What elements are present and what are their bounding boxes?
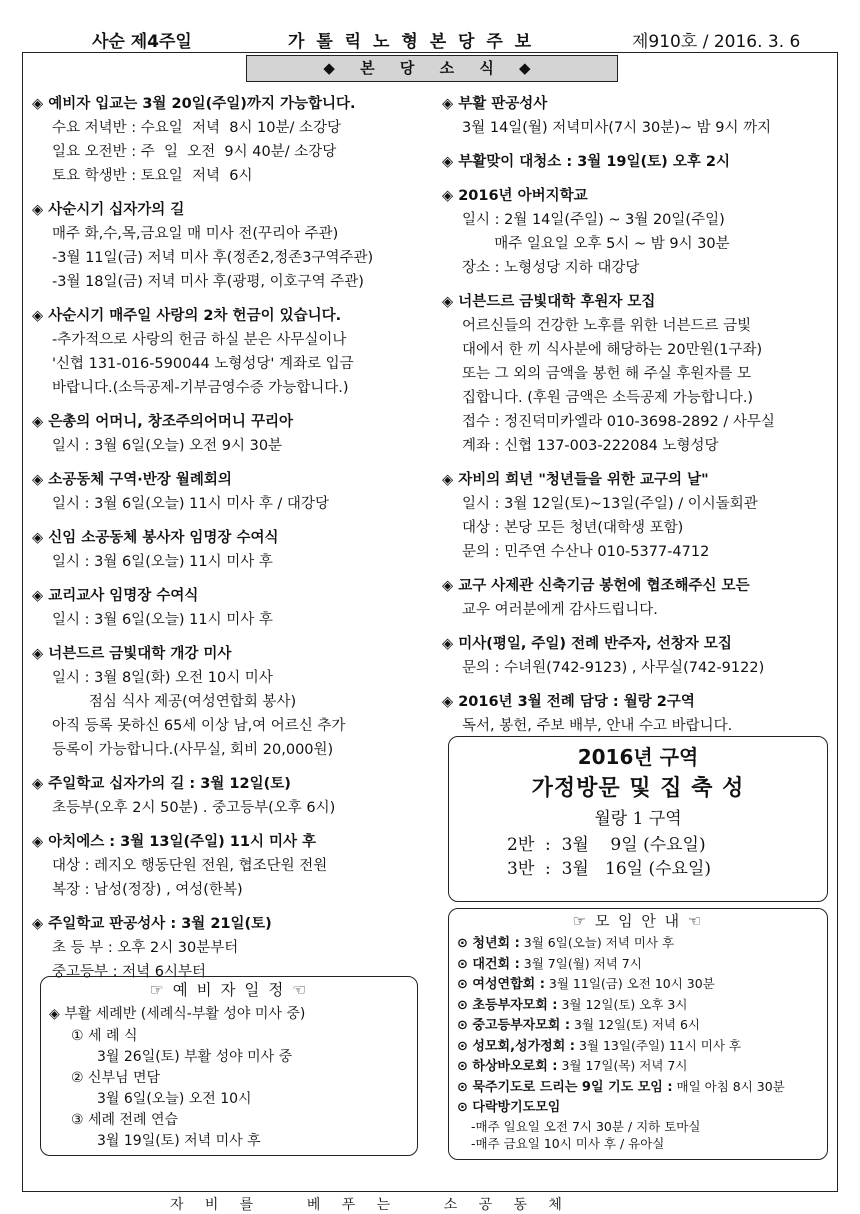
- notice-item: [32, 584, 434, 632]
- notice-line: 초등부(오후 2시 50분) . 중고등부(오후 6시): [52, 800, 336, 816]
- header-right: 제910호 / 2016. 3. 6: [632, 32, 801, 52]
- notice-title: ◈ 사순시기 십자가의 길: [32, 202, 185, 218]
- notice-line: 초 등 부 : 오후 2시 30분부터: [52, 940, 239, 956]
- notice-title: ◈ 교구 사제관 신축기금 봉헌에 협조해주신 모든: [442, 578, 750, 594]
- notice-item: [442, 690, 834, 738]
- notice-line: -추가적으로 사랑의 헌금 하실 분은 사무실이나: [52, 332, 347, 348]
- notice-line: 일시 : 3월 6일(오늘) 오전 9시 30분: [52, 438, 283, 454]
- notice-line: 수요 저녁반 : 수요일 저녁 8시 10분/ 소강당: [52, 120, 342, 136]
- footer-slogan: 자 비 를 베 푸 는 소 공 동 체: [170, 1197, 564, 1213]
- catechumen-item-label: ③ 세례 전례 연습: [71, 1112, 179, 1128]
- notice-item: [442, 184, 834, 280]
- visit-title-main: 가정방문 및 집 축 성: [531, 776, 745, 801]
- meetings-title: ☞ 모 임 안 내 ☜: [572, 912, 704, 930]
- notice-line: 일시 : 3월 6일(오늘) 11시 미사 후: [52, 612, 273, 628]
- notice-line: 문의 : 민주연 수산나 010-5377-4712: [462, 544, 710, 560]
- notice-line: 어르신들의 건강한 노후를 위한 너븐드르 금빛: [462, 318, 752, 334]
- meeting-item: [449, 954, 827, 975]
- notice-title: ◈ 2016년 아버지학교: [442, 188, 588, 204]
- meeting-detail: 3월 6일(오늘) 저녁 미사 후: [519, 935, 675, 950]
- meeting-item: [449, 1056, 827, 1077]
- notice-title: ◈ 자비의 희년 "청년들을 위한 교구의 날": [442, 472, 709, 488]
- notice-title: ◈ 은총의 어머니, 창조주의어머니 꾸리아: [32, 414, 293, 430]
- meeting-detail: 3월 7일(월) 저녁 7시: [519, 955, 642, 971]
- notice-line: '신협 131-016-590044 노형성당' 계좌로 입금: [52, 356, 354, 372]
- meeting-name: ⊙ 묵주기도로 드리는 9일 기도 모임 :: [457, 1079, 673, 1095]
- notice-title: ◈ 사순시기 매주일 사랑의 2차 헌금이 있습니다.: [32, 308, 342, 324]
- meeting-name: ⊙ 성모회,성가정회 :: [457, 1038, 575, 1054]
- meeting-name: ⊙ 초등부자모회 :: [457, 997, 558, 1013]
- notice-line: -3월 11일(금) 저녁 미사 후(정존2,정존3구역주관): [52, 250, 374, 266]
- visit-subtitle: 월랑 1 구역: [594, 809, 682, 829]
- notice-title: ◈ 예비자 입교는 3월 20일(주일)까지 가능합니다.: [32, 96, 356, 112]
- notice-line: 바랍니다.(소득공제-기부금영수증 가능합니다.): [52, 380, 349, 396]
- notice-line: 아직 등록 못하신 65세 이상 남,여 어르신 추가: [52, 718, 346, 734]
- notice-line: 점심 식사 제공(여성연합회 봉사): [52, 694, 297, 710]
- notice-title: ◈ 소공동체 구역·반장 월례회의: [32, 472, 232, 488]
- notice-line: 대상 : 본당 모든 청년(대학생 포함): [462, 520, 684, 536]
- notice-line: 복장 : 남성(정장) , 여성(한복): [52, 882, 243, 898]
- visit-title-year: 2016년 구역: [577, 745, 699, 769]
- notice-title: ◈ 너븐드르 금빛대학 후원자 모집: [442, 294, 656, 310]
- meeting-item: [449, 1097, 827, 1118]
- notice-item: [32, 772, 434, 820]
- notice-item: [32, 526, 434, 574]
- meeting-extra-line: -매주 일요일 오전 7시 30분 / 지하 토마실: [471, 1118, 701, 1134]
- meeting-item: [449, 1036, 827, 1057]
- meeting-item: [449, 933, 827, 954]
- meeting-extra-line: -매주 금요일 10시 미사 후 / 유아실: [471, 1135, 665, 1151]
- notice-item: [32, 198, 434, 294]
- notice-line: 일시 : 3월 12일(토)~13일(주일) / 이시돌회관: [462, 496, 758, 512]
- notice-title: ◈ 너븐드르 금빛대학 개강 미사: [32, 646, 232, 662]
- meeting-detail: 3월 17일(목) 저녁 7시: [557, 1058, 688, 1073]
- meeting-item: [449, 1015, 827, 1036]
- meeting-detail: 3월 11일(금) 오전 10시 30분: [544, 976, 715, 991]
- meeting-item: [449, 995, 827, 1016]
- catechumen-item-detail: 3월 19일(토) 저녁 미사 후: [97, 1133, 261, 1149]
- notice-line: 대상 : 레지오 행동단원 전원, 협조단원 전원: [52, 858, 328, 874]
- notice-line: 일요 오전반 : 주 일 오전 9시 40분/ 소강당: [52, 144, 337, 160]
- notice-line: 3월 14일(월) 저녁미사(7시 30분)~ 밤 9시 까지: [462, 120, 772, 136]
- meeting-detail: 3월 13일(주일) 11시 미사 후: [575, 1037, 741, 1053]
- notice-line: 토요 학생반 : 토요일 저녁 6시: [52, 168, 253, 184]
- notice-title: ◈ 신임 소공동체 봉사자 임명장 수여식: [32, 530, 279, 546]
- catechumen-title: ☞ 예 비 자 일 정 ☜: [149, 981, 309, 999]
- visit-schedule-2: 3반 : 3월 16일 (수요일): [507, 859, 712, 879]
- meeting-name: ⊙ 하상바오로회 :: [457, 1059, 558, 1074]
- notice-line: 일시 : 3월 6일(오늘) 11시 미사 후 / 대강당: [52, 496, 329, 512]
- notice-item: [442, 290, 834, 458]
- home-visit-box: [448, 736, 828, 902]
- meeting-name: ⊙ 다락방기도모임: [457, 1100, 561, 1115]
- notice-title: ◈ 교리교사 임명장 수여식: [32, 588, 199, 604]
- meeting-item: [449, 1077, 827, 1098]
- notice-title: ◈ 주일학교 판공성사 : 3월 21일(토): [32, 916, 272, 932]
- notice-item: [32, 642, 434, 762]
- notice-title: ◈ 주일학교 십자가의 길 : 3월 12일(토): [32, 776, 291, 792]
- meeting-name: ⊙ 대건회 :: [457, 956, 520, 972]
- meeting-detail: 매일 아침 8시 30분: [672, 1078, 785, 1094]
- catechumen-item-label: ② 신부님 면담: [71, 1070, 161, 1086]
- visit-schedule-1: 2반 : 3월 9일 (수요일): [507, 835, 706, 855]
- catechumen-item-detail: 3월 26일(토) 부활 성야 미사 중: [97, 1049, 293, 1065]
- notice-line: 접수 : 정진덕미카엘라 010-3698-2892 / 사무실: [462, 414, 775, 430]
- notice-line: 장소 : 노형성당 지하 대강당: [462, 260, 640, 276]
- notice-title: ◈ 부활 판공성사: [442, 96, 548, 112]
- meeting-item: [449, 974, 827, 995]
- catechumen-heading: ◈ 부활 세례반 (세례식-부활 성야 미사 중): [49, 1006, 306, 1022]
- catechumen-item-detail: 3월 6일(오늘) 오전 10시: [97, 1091, 252, 1107]
- notice-line: 등록이 가능합니다.(사무실, 회비 20,000원): [52, 742, 334, 758]
- notice-line: 매주 화,수,목,금요일 매 미사 전(꾸리아 주관): [52, 226, 339, 242]
- meeting-name: ⊙ 중고등부자모회 :: [457, 1018, 571, 1033]
- notice-line: 일시 : 2월 14일(주일) ~ 3월 20일(주일): [462, 212, 725, 228]
- notice-line: 중고등부 : 저녁 6시부터: [52, 964, 207, 980]
- meeting-detail: 3월 12일(토) 저녁 6시: [570, 1017, 700, 1032]
- notice-line: 일시 : 3월 8일(화) 오전 10시 미사: [52, 670, 273, 686]
- notice-item: [442, 574, 834, 622]
- notice-line: 독서, 봉헌, 주보 배부, 안내 수고 바랍니다.: [462, 718, 733, 734]
- notice-item: [32, 410, 434, 458]
- catechumen-box: [40, 976, 418, 1156]
- header-left: 사순 제4주일: [92, 32, 192, 52]
- notice-item: [32, 304, 434, 400]
- notice-line: 교우 여러분에게 감사드립니다.: [462, 602, 658, 618]
- notice-line: 대에서 한 끼 식사분에 해당하는 20만원(1구좌): [462, 342, 763, 358]
- notice-line: 계좌 : 신협 137-003-222084 노형성당: [462, 438, 719, 454]
- notice-line: -3월 18일(금) 저녁 미사 후(광평, 이호구역 주관): [52, 274, 364, 290]
- meeting-name: ⊙ 여성연합회 :: [457, 977, 545, 992]
- notice-item: [442, 92, 834, 140]
- notice-item: [32, 912, 434, 984]
- catechumen-item-label: ① 세 례 식: [71, 1028, 138, 1044]
- notice-line: 일시 : 3월 6일(오늘) 11시 미사 후: [52, 554, 273, 570]
- notice-item: [442, 632, 834, 680]
- notice-line: 매주 일요일 오후 5시 ~ 밤 9시 30분: [462, 236, 730, 252]
- notice-item: [32, 830, 434, 902]
- notice-title: ◈ 부활맞이 대청소 : 3월 19일(토) 오후 2시: [442, 154, 730, 170]
- left-column: [32, 92, 434, 994]
- notice-item: [442, 468, 834, 564]
- notice-item: [32, 92, 434, 188]
- meeting-name: ⊙ 청년회 :: [457, 936, 520, 951]
- right-column: [442, 92, 834, 748]
- header-center: 가 톨 릭 노 형 본 당 주 보: [288, 32, 535, 52]
- notice-title: ◈ 2016년 3월 전례 담당 : 월랑 2구역: [442, 694, 695, 710]
- notice-line: 또는 그 외의 금액을 봉헌 해 주실 후원자를 모: [462, 366, 751, 382]
- notice-title: ◈ 미사(평일, 주일) 전례 반주자, 선창자 모집: [442, 636, 732, 652]
- notice-item: [32, 468, 434, 516]
- notice-item: [442, 150, 834, 174]
- section-banner: ◆ 본 당 소 식 ◆: [246, 55, 618, 82]
- meetings-box: [448, 908, 828, 1160]
- notice-line: 집합니다. (후원 금액은 소득공제 가능합니다.): [462, 390, 754, 406]
- meeting-detail: 3월 12일(토) 오후 3시: [557, 996, 688, 1012]
- notice-line: 문의 : 수녀원(742-9123) , 사무실(742-9122): [462, 660, 765, 676]
- notice-title: ◈ 아치에스 : 3월 13일(주일) 11시 미사 후: [32, 834, 317, 850]
